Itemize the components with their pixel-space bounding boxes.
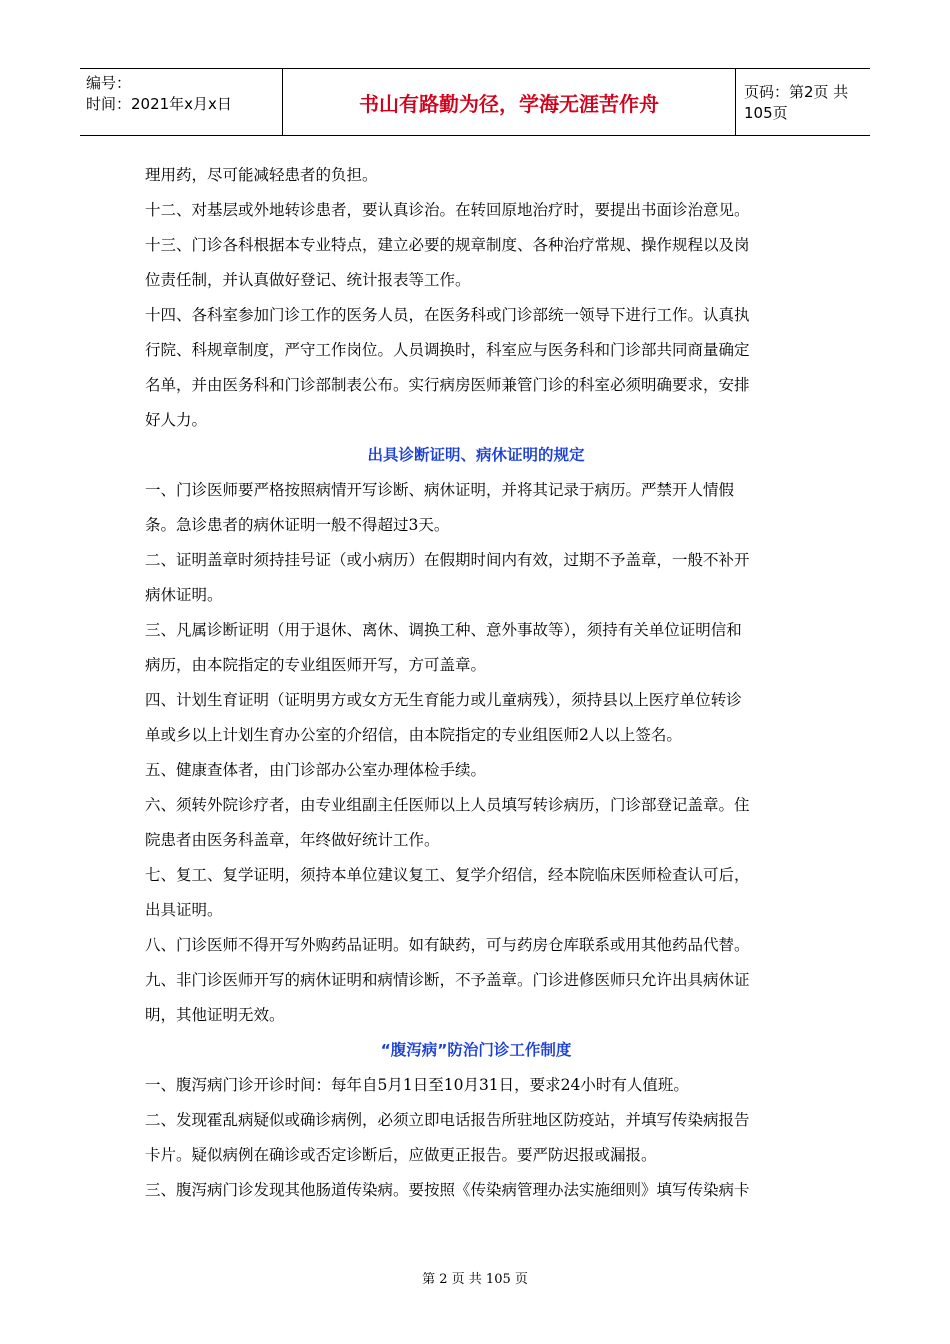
- page-footer: 第 2 页 共 105 页: [422, 1272, 528, 1287]
- body-line: 单或乡以上计划生育办公室的介绍信，由本院指定的专业组医师2人以上签名。: [145, 726, 682, 744]
- number-label: 编号：: [86, 74, 132, 92]
- page-header: [80, 68, 870, 136]
- header-meta: [80, 69, 282, 135]
- date-label: 时间：2021年x月x日: [86, 95, 232, 113]
- body-line: 行院、科规章制度，严守工作岗位。人员调换时，科室应与医务科和门诊部共同商量确定: [145, 341, 750, 359]
- body-line: 四、计划生育证明（证明男方或女方无生育能力或儿童病残），须持县以上医疗单位转诊: [145, 691, 742, 709]
- body-line: 三、凡属诊断证明（用于退休、离休、调换工种、意外事故等），须持有关单位证明信和: [145, 621, 742, 639]
- body-line: 病历，由本院指定的专业组医师开写，方可盖章。: [145, 656, 487, 674]
- body-line: 条。急诊患者的病休证明一般不得超过3天。: [145, 516, 450, 534]
- body-line: 二、证明盖章时须持挂号证（或小病历）在假期时间内有效，过期不予盖章，一般不补开: [145, 551, 750, 569]
- section-heading: 出具诊断证明、病休证明的规定: [367, 446, 585, 464]
- body-line: 八、门诊医师不得开写外购药品证明。如有缺药，可与药房仓库联系或用其他药品代替。: [145, 936, 750, 954]
- body-line: 七、复工、复学证明，须持本单位建议复工、复学介绍信，经本院临床医师检查认可后，: [145, 866, 750, 884]
- body-line: 理用药，尽可能减轻患者的负担。: [145, 166, 378, 184]
- header-page-info: 页码：第2页 共105页: [744, 83, 849, 122]
- header-motto: 书山有路勤为径，学海无涯苦作舟: [282, 69, 736, 135]
- body-line: 五、健康查体者，由门诊部办公室办理体检手续。: [145, 761, 487, 779]
- body-line: 十四、各科室参加门诊工作的医务人员，在医务科或门诊部统一领导下进行工作。认真执: [145, 306, 750, 324]
- body-line: 一、门诊医师要严格按照病情开写诊断、病休证明，并将其记录于病历。严禁开人情假: [145, 481, 735, 499]
- section-heading: “腹泻病”防治门诊工作制度: [380, 1041, 572, 1059]
- document-body: [145, 158, 807, 1208]
- body-line: 九、非门诊医师开写的病休证明和病情诊断，不予盖章。门诊进修医师只允许出具病休证: [145, 971, 750, 989]
- body-line: 十二、对基层或外地转诊患者，要认真诊治。在转回原地治疗时，要提出书面诊治意见。: [145, 201, 750, 219]
- body-line: 病休证明。: [145, 586, 223, 604]
- body-line: 位责任制，并认真做好登记、统计报表等工作。: [145, 271, 471, 289]
- body-line: 院患者由医务科盖章，年终做好统计工作。: [145, 831, 440, 849]
- body-line: 好人力。: [145, 411, 208, 429]
- body-line: 出具证明。: [145, 901, 223, 919]
- body-line: 六、须转外院诊疗者，由专业组副主任医师以上人员填写转诊病历，门诊部登记盖章。住: [145, 796, 750, 814]
- body-line: 一、腹泻病门诊开诊时间：每年自5月1日至10月31日，要求24小时有人值班。: [145, 1076, 689, 1094]
- body-line: 明，其他证明无效。: [145, 1006, 285, 1024]
- body-line: 名单，并由医务科和门诊部制表公布。实行病房医师兼管门诊的科室必须明确要求，安排: [145, 376, 750, 394]
- body-line: 二、发现霍乱病疑似或确诊病例，必须立即电话报告所驻地区防疫站，并填写传染病报告: [145, 1111, 750, 1129]
- body-line: 卡片。疑似病例在确诊或否定诊断后，应做更正报告。要严防迟报或漏报。: [145, 1146, 657, 1164]
- body-line: 三、腹泻病门诊发现其他肠道传染病。要按照《传染病管理办法实施细则》填写传染病卡: [145, 1181, 750, 1199]
- body-line: 十三、门诊各科根据本专业特点，建立必要的规章制度、各种治疗常规、操作规程以及岗: [145, 236, 750, 254]
